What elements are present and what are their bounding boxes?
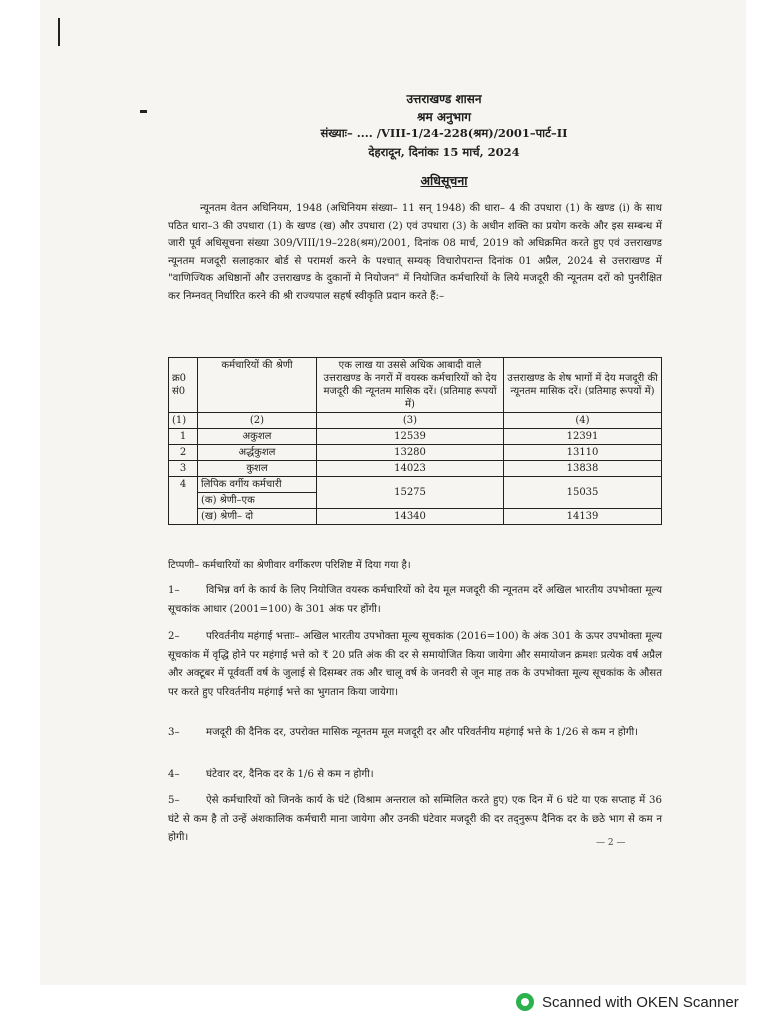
cell-urban: 13280 <box>317 445 504 461</box>
cell-category: कुशल <box>198 461 317 477</box>
cell-rest: 12391 <box>504 429 662 445</box>
clause-4 <box>168 766 662 785</box>
cell-urban: 14340 <box>317 509 504 525</box>
table-row <box>169 429 662 445</box>
col-num: (2) <box>198 413 317 429</box>
table-header-row <box>169 358 662 413</box>
clause-1 <box>168 582 662 619</box>
place-date: देहरादून, दिनांकः 15 मार्च, 2024 <box>368 145 520 159</box>
cell-rest: 13838 <box>504 461 662 477</box>
intro-paragraph: न्यूनतम वेतन अधिनियम, 1948 (अधिनियम संख्या– 11 सन् 1948) की धारा– 4 की उपधारा (1) के खण्ड (i) के साथ पठित धारा–3 की उपधारा (1) के खण्ड (ख) और उपधारा (2) एवं उपधारा (3) के अधीन शक्ति का प्रयोग करके और इस सम्बन्ध में जारी पूर्व अधिसूचना संख्या 309/VIII/19–228(श्रम)/2001, दिनांक 08 मार्च, 2019 को अधिक्रमित करते हुए एवं उत्तराखण्ड न्यूनतम मजदूरी सलाहकार बोर्ड से परामर्श करने के पश्चात् सम्यक् विचारोपरान्त दिनांक 01 अप्रैल, 2024 से उत्तराखण्ड में "वाणिज्यिक अधिष्ठानों और उत्तराखण्ड के दुकानों मे नियोजन" में नियोजित कर्मचारियों के लिये मजदूरी की न्यूनतम दरों को पुनरीक्षित कर निम्नवत् निर्धारित करने की श्री राज्यपाल सहर्ष स्वीकृति प्रदान करते हैं:– <box>168 203 662 302</box>
clause-text: विभिन्न वर्ग के कार्य के लिए नियोजित वयस्क कर्मचारियों को देय मूल मजदूरी की न्यूनतम दरें अखिल भारतीय उपभोक्ता मूल्य सूचकांक आधार (2001=100) के 301 अंक पर होंगी। <box>168 585 662 615</box>
government-name: उत्तराखण्ड शासन <box>406 92 482 106</box>
clerical-sub2: (ख) श्रेणी– दो <box>198 509 317 525</box>
scanner-logo-icon <box>516 993 534 1011</box>
header-urban: एक लाख या उससे अधिक आबादी वाले उत्तराखण्ड के नगरों में वयस्क कर्मचारियों को देय मजदूरी की न्यूनतम मासिक दरें। (प्रतिमाह रूपयों में) <box>317 358 504 413</box>
cell-rest: 13110 <box>504 445 662 461</box>
scanner-watermark <box>516 990 768 1014</box>
col-num: (3) <box>317 413 504 429</box>
cell-sn: 4 <box>169 477 198 525</box>
cell-urban: 14023 <box>317 461 504 477</box>
clause-number: 1– <box>168 585 180 596</box>
cell-category: अकुशल <box>198 429 317 445</box>
header-rest: उत्तराखण्ड के शेष भागों में देय मजदूरी की न्यूनतम मासिक दरें। (प्रतिमाह रूपयों में) <box>504 358 662 413</box>
cell-sn: 2 <box>169 445 198 461</box>
cell-sn: 3 <box>169 461 198 477</box>
clerical-sub1: (क) श्रेणी–एक <box>201 495 255 506</box>
header-sn: क्र0 सं0 <box>169 358 198 413</box>
clause-number: 3– <box>168 727 180 738</box>
scanner-label: Scanned with OKEN Scanner <box>542 993 739 1011</box>
wage-table <box>168 357 662 525</box>
cell-urban: 15275 <box>317 477 504 509</box>
cell-category <box>198 477 317 509</box>
notification-title: अधिसूचना <box>420 173 468 188</box>
cell-rest: 15035 <box>504 477 662 509</box>
clause-number: 4– <box>168 769 180 780</box>
clause-5 <box>168 792 662 848</box>
clause-text: परिवर्तनीय महंगाई भत्ताः– अखिल भारतीय उपभोक्ता मूल्य सूचकांक (2016=100) के अंक 301 के ऊपर उपभोक्ता मूल्य सूचकांक में वृद्धि होने पर महंगाई भत्ते को ₹ 20 प्रति अंक की दर से समायोजित किया जायेगा और समायोजन क्रमशः प्रत्येक वर्ष अप्रैल और अक्टूबर में पूर्ववर्ती वर्ष के जुलाई से दिसम्बर तक और चालू वर्ष के जनवरी से जून माह तक के उपभोक्ता मूल्य सूचकांक के औसत पर करते हुए परिवर्तनीय महंगाई भत्ते का भुगतान किया जायेगा। <box>168 631 662 698</box>
page-marker: — 2 — <box>596 838 626 848</box>
clause-text: मजदूरी की दैनिक दर, उपरोक्त मासिक न्यूनतम मूल मजदूरी दर और परिवर्तनीय महंगाई भत्ते के 1/26 से कम न होगी। <box>206 727 638 738</box>
cell-category: अर्द्धकुशल <box>198 445 317 461</box>
clause-3 <box>168 724 662 743</box>
col-num: (1) <box>169 413 198 429</box>
header-category: कर्मचारियों की श्रेणी <box>198 358 317 413</box>
table-note: टिप्पणी– कर्मचारियों का श्रेणीवार वर्गीकरण परिशिष्ट में दिया गया है। <box>168 560 411 571</box>
col-num: (4) <box>504 413 662 429</box>
cell-urban: 12539 <box>317 429 504 445</box>
clause-text: ऐसे कर्मचारियों को जिनके कार्य के घंटे (विश्राम अन्तराल को सम्मिलित करते हुए) एक दिन में 6 घंटे या एक सप्ताह में 36 घंटे से कम है तो उन्हें अंशकालिक कर्मचारी माना जायेगा और उनकी घंटेवार मजदूरी की दर तद्नुरूप दैनिक दर के छठे भाग से कम न होगी। <box>168 795 662 843</box>
section-name: श्रम अनुभाग <box>417 110 471 124</box>
scan-artifact <box>58 18 60 46</box>
clause-text: घंटेवार दर, दैनिक दर के 1/6 से कम न होगी। <box>206 769 374 780</box>
cell-rest: 14139 <box>504 509 662 525</box>
clerical-label: लिपिक वर्गीय कर्मचारी <box>198 477 316 493</box>
reference-number: संख्याः– .... /VIII-1/24-228(श्रम)/2001–पार्ट–II <box>320 126 568 140</box>
table-row <box>169 445 662 461</box>
clause-2 <box>168 628 662 702</box>
clause-number: 5– <box>168 795 180 806</box>
clause-number: 2– <box>168 631 180 642</box>
table-row <box>169 509 662 525</box>
table-row <box>169 461 662 477</box>
table-col-numbers <box>169 413 662 429</box>
cell-sn: 1 <box>169 429 198 445</box>
table-row <box>169 477 662 509</box>
